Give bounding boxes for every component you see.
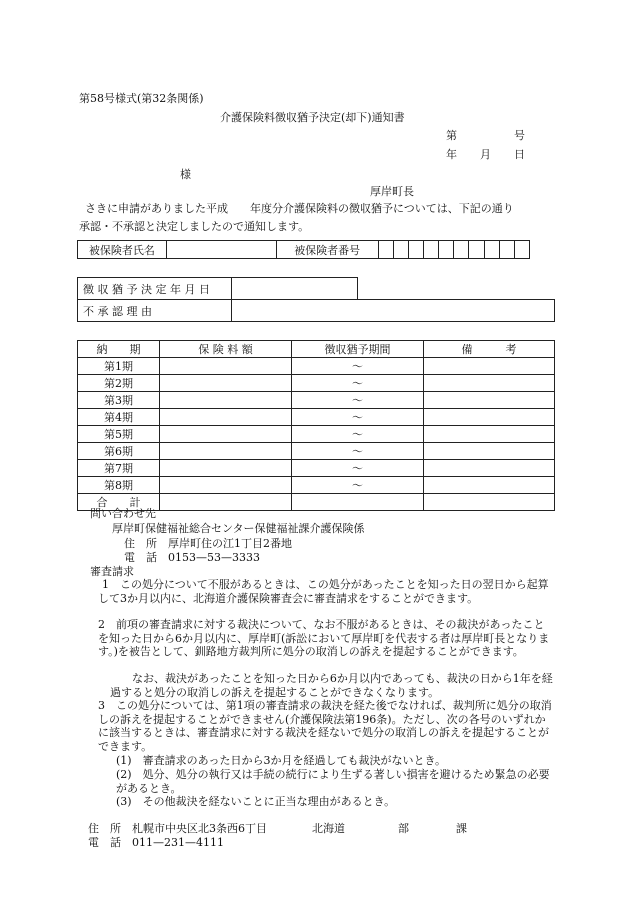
- total-period-cell[interactable]: [292, 494, 424, 511]
- table-row: [78, 426, 555, 443]
- review-paragraph-2: 2 前項の審査請求に対する裁決について、なお不服があるときは、その裁決があったことを知った日から6か月以内に、厚岸町(訴訟において厚岸町を代表する者は厚岸町長となります。)を被告として、釧路地方裁判所に処分の取消しの訴えを提起することができます。: [98, 618, 550, 658]
- decision-date-label: 徴 収 猶 予 決 定 年 月 日: [78, 278, 232, 300]
- intro-line-2: 承認・不承認と決定しましたので通知します。: [79, 220, 310, 233]
- remarks-cell[interactable]: [424, 443, 555, 460]
- insured-number-digit[interactable]: [484, 241, 499, 259]
- document-title: 介護保険料徴収猶予決定(却下)通知書: [220, 111, 405, 124]
- form-number: 第58号様式(第32条関係): [79, 92, 204, 105]
- total-premium-cell[interactable]: [160, 494, 292, 511]
- premium-cell[interactable]: [160, 460, 292, 477]
- period-cell[interactable]: ～: [292, 409, 424, 426]
- remarks-cell[interactable]: [424, 375, 555, 392]
- footer-prefecture: 北海道: [312, 822, 345, 835]
- period-cell[interactable]: ～: [292, 392, 424, 409]
- remarks-cell[interactable]: [424, 460, 555, 477]
- schedule-table: [77, 340, 555, 511]
- contact-phone: 電 話 0153—53—3333: [124, 551, 260, 564]
- period-cell[interactable]: ～: [292, 443, 424, 460]
- insured-table: [77, 240, 530, 259]
- premium-cell[interactable]: [160, 409, 292, 426]
- contact-office: 厚岸町保健福祉総合センター保健福祉課介護保険係: [112, 522, 365, 535]
- period-cell[interactable]: ～: [292, 375, 424, 392]
- table-row: [78, 409, 555, 426]
- insured-name-field[interactable]: [166, 241, 276, 259]
- period-cell[interactable]: ～: [292, 477, 424, 494]
- review-paragraph-3: 3 この処分については、第1項の審査請求の裁決を経た後でなければ、裁判所に処分の取消しの訴えを提起することができません(介護保険法第196条)。ただし、次の各号のいずれかに該当するときは、審査請求に対する裁決を経ないで処分の取消しの訴えを提起することができます。: [98, 699, 552, 753]
- installment-label: 第7期: [78, 460, 160, 477]
- remarks-cell[interactable]: [424, 392, 555, 409]
- header-deferral-period: 徴収猶予期間: [292, 341, 424, 358]
- number-label: 第: [446, 129, 457, 142]
- installment-label: 第5期: [78, 426, 160, 443]
- installment-label: 第4期: [78, 409, 160, 426]
- installment-label: 第3期: [78, 392, 160, 409]
- total-label: 合 計: [78, 494, 160, 511]
- premium-cell[interactable]: [160, 375, 292, 392]
- date-day-label: 日: [514, 148, 525, 161]
- review-paragraph-1: 1 この処分について不服があるときは、この処分があったことを知った日の翌日から起算して3か月以内に、北海道介護保険審査会に審査請求をすることができます。: [98, 578, 549, 605]
- table-row: [78, 477, 555, 494]
- insured-number-label: 被保険者番号: [276, 241, 378, 259]
- premium-cell[interactable]: [160, 443, 292, 460]
- insured-number-digit[interactable]: [393, 241, 408, 259]
- premium-cell[interactable]: [160, 477, 292, 494]
- remarks-cell[interactable]: [424, 477, 555, 494]
- installment-label: 第8期: [78, 477, 160, 494]
- number-suffix: 号: [514, 129, 525, 142]
- insured-number-digit[interactable]: [499, 241, 514, 259]
- issuer: 厚岸町長: [370, 185, 414, 198]
- decision-table: [77, 277, 555, 322]
- insured-number-digit[interactable]: [469, 241, 484, 259]
- remarks-cell[interactable]: [424, 358, 555, 375]
- installment-label: 第6期: [78, 443, 160, 460]
- header-installment: 納 期: [78, 341, 160, 358]
- intro-line-1: さきに申請がありました平成 年度分介護保険料の徴収猶予については、下記の通り: [85, 202, 514, 215]
- header-premium-amount: 保 険 料 額: [160, 341, 292, 358]
- insured-name-label: 被保険者氏名: [78, 241, 167, 259]
- rejection-reason-label: 不 承 認 理 由: [78, 300, 232, 322]
- installment-label: 第1期: [78, 358, 160, 375]
- footer-phone: 電 話 011—231—4111: [88, 836, 224, 849]
- insured-number-digit[interactable]: [378, 241, 393, 259]
- table-row: [78, 443, 555, 460]
- premium-cell[interactable]: [160, 358, 292, 375]
- date-month-label: 月: [480, 148, 491, 161]
- footer-department: 部: [398, 822, 409, 835]
- period-cell[interactable]: ～: [292, 460, 424, 477]
- remarks-cell[interactable]: [424, 409, 555, 426]
- total-remarks-cell[interactable]: [424, 494, 555, 511]
- decision-date-field[interactable]: [232, 278, 358, 300]
- premium-cell[interactable]: [160, 392, 292, 409]
- review-heading: 審査請求: [90, 565, 134, 578]
- date-year-label: 年: [446, 148, 457, 161]
- premium-cell[interactable]: [160, 426, 292, 443]
- table-row: [78, 460, 555, 477]
- contact-address: 住 所 厚岸町住の江1丁目2番地: [124, 537, 292, 550]
- installment-label: 第2期: [78, 375, 160, 392]
- footer-address: 住 所 札幌市中央区北3条西6丁目: [88, 822, 267, 835]
- insured-number-digit[interactable]: [454, 241, 469, 259]
- review-item-1: (1) 審査請求のあった日から3か月を経過しても裁決がないとき。: [116, 754, 447, 767]
- review-paragraph-2b: なお、裁決があったことを知った日から6か月以内であっても、裁決の日から1年を経過すると処分の取消しの訴えを提起することができなくなります。: [110, 672, 553, 699]
- contact-heading: 問い合わせ先: [90, 507, 156, 520]
- rejection-reason-field[interactable]: [232, 300, 555, 322]
- addressee-suffix: 様: [180, 168, 191, 181]
- table-row: [78, 358, 555, 375]
- table-row: [78, 392, 555, 409]
- insured-number-digit[interactable]: [408, 241, 423, 259]
- insured-number-digit[interactable]: [439, 241, 454, 259]
- table-row: [78, 375, 555, 392]
- header-remarks: 備 考: [424, 341, 555, 358]
- period-cell[interactable]: ～: [292, 358, 424, 375]
- period-cell[interactable]: ～: [292, 426, 424, 443]
- insured-number-digit[interactable]: [514, 241, 529, 259]
- insured-number-digit[interactable]: [424, 241, 439, 259]
- footer-section: 課: [456, 822, 467, 835]
- review-item-3: (3) その他裁決を経ないことに正当な理由があるとき。: [116, 795, 396, 808]
- review-item-2: (2) 処分、処分の執行又は手続の続行により生ずる著しい損害を避けるため緊急の必要があるとき。: [116, 768, 550, 795]
- remarks-cell[interactable]: [424, 426, 555, 443]
